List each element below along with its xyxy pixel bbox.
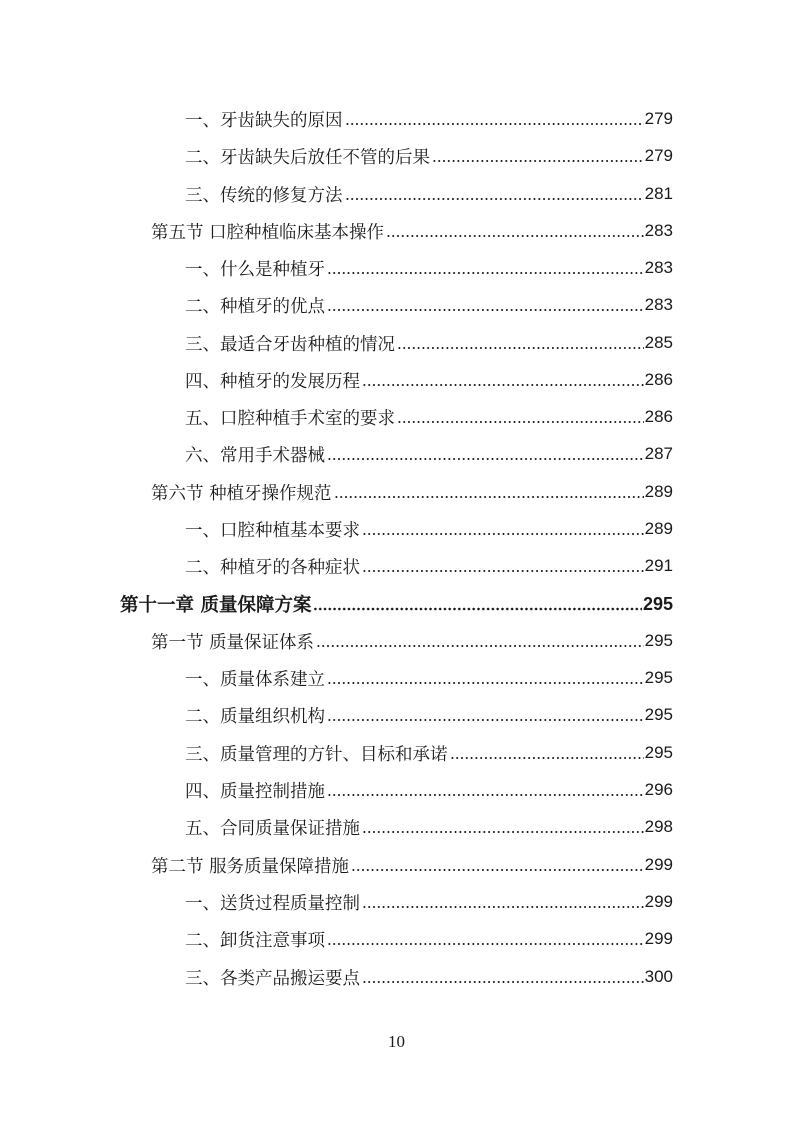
dot-leader (327, 942, 644, 946)
dot-leader (327, 718, 644, 722)
toc-entry-title: 二、种植牙的各种症状 (185, 557, 360, 578)
toc-entry[interactable] (185, 326, 673, 360)
toc-entry-title: 三、传统的修复方法 (185, 185, 343, 206)
toc-entry-page: 298 (644, 817, 673, 836)
dot-leader (386, 234, 644, 238)
toc-entry-page: 300 (644, 967, 673, 986)
toc-entry-page: 295 (644, 668, 673, 687)
toc-entry-page: 283 (644, 221, 673, 240)
toc-entry-title: 一、质量体系建立 (185, 669, 325, 690)
toc-entry-title: 一、送货过程质量控制 (185, 893, 360, 914)
toc-entry-page: 279 (644, 109, 673, 128)
dot-leader (362, 905, 644, 909)
toc-entry-page: 295 (642, 593, 673, 614)
toc-entry[interactable] (185, 288, 673, 322)
toc-entry[interactable] (185, 661, 673, 695)
toc-entry-page: 299 (644, 892, 673, 911)
toc-entry[interactable] (185, 139, 673, 173)
toc-entry-page: 299 (644, 855, 673, 874)
toc-entry-title: 四、质量控制措施 (185, 781, 325, 802)
dot-leader (351, 868, 644, 872)
dot-leader (345, 197, 644, 201)
toc-entry-title: 第十一章 质量保障方案 (120, 595, 312, 616)
toc-entry[interactable] (151, 624, 673, 658)
dot-leader (450, 756, 644, 760)
dot-leader (362, 830, 644, 834)
dot-leader (362, 569, 644, 573)
toc-entry-page: 295 (644, 705, 673, 724)
toc-entry-title: 第二节 服务质量保障措施 (151, 856, 350, 877)
toc-entry[interactable] (185, 102, 673, 136)
toc-entry[interactable] (185, 400, 673, 434)
dot-leader (432, 159, 644, 163)
toc-entry-title: 二、牙齿缺失后放任不管的后果 (185, 147, 430, 168)
toc-entry-page: 286 (644, 407, 673, 426)
toc-entry[interactable] (185, 736, 673, 770)
toc-entry-page: 289 (644, 519, 673, 538)
toc-entry-page: 299 (644, 929, 673, 948)
toc-entry-title: 第一节 质量保证体系 (151, 632, 315, 653)
toc-entry-title: 一、口腔种植基本要求 (185, 520, 360, 541)
toc-entry-page: 296 (644, 780, 673, 799)
toc-entry[interactable] (185, 177, 673, 211)
toc-entry[interactable] (185, 549, 673, 583)
toc-entry-page: 283 (644, 295, 673, 314)
toc-entry[interactable] (151, 214, 673, 248)
toc-entry-page: 283 (644, 258, 673, 277)
dot-leader (316, 644, 644, 648)
toc-entry-title: 一、什么是种植牙 (185, 259, 325, 280)
toc-entry[interactable] (185, 437, 673, 471)
toc-entry-title: 二、卸货注意事项 (185, 930, 325, 951)
toc-entry-title: 一、牙齿缺失的原因 (185, 110, 343, 131)
toc-entry-title: 第六节 种植牙操作规范 (151, 483, 332, 504)
dot-leader (362, 383, 644, 387)
toc-entry-title: 三、最适合牙齿种植的情况 (185, 334, 395, 355)
toc-entry[interactable] (185, 698, 673, 732)
toc-entry-title: 六、常用手术器械 (185, 445, 325, 466)
toc-entry-title: 二、质量组织机构 (185, 706, 325, 727)
dot-leader (397, 346, 644, 350)
toc-entry[interactable] (185, 512, 673, 546)
toc-entry-page: 295 (644, 631, 673, 650)
toc-entry-title: 五、口腔种植手术室的要求 (185, 408, 395, 429)
toc-entry[interactable] (185, 773, 673, 807)
dot-leader (327, 457, 644, 461)
toc-entry-title: 二、种植牙的优点 (185, 296, 325, 317)
dot-leader (313, 607, 642, 611)
toc-entry-page: 287 (644, 444, 673, 463)
toc-entry-title: 第五节 口腔种植临床基本操作 (151, 222, 385, 243)
toc-entry[interactable] (151, 475, 673, 509)
toc-entry[interactable] (185, 922, 673, 956)
toc-entry-page: 281 (644, 184, 673, 203)
toc-entry[interactable] (185, 251, 673, 285)
toc-entry-title: 四、种植牙的发展历程 (185, 371, 360, 392)
toc-entry-title: 三、质量管理的方针、目标和承诺 (185, 744, 448, 765)
toc-entry-page: 291 (644, 556, 673, 575)
toc-chapter-entry[interactable] (120, 587, 673, 621)
toc-entry[interactable] (185, 960, 673, 994)
dot-leader (334, 495, 644, 499)
toc-entry-page: 289 (644, 482, 673, 501)
dot-leader (362, 532, 644, 536)
dot-leader (327, 308, 644, 312)
dot-leader (345, 122, 644, 126)
toc-entry-title: 三、各类产品搬运要点 (185, 968, 360, 989)
toc-entry-page: 285 (644, 333, 673, 352)
toc-entry-page: 286 (644, 370, 673, 389)
toc-entry[interactable] (151, 848, 673, 882)
toc-entry-page: 279 (644, 146, 673, 165)
toc-entry[interactable] (185, 810, 673, 844)
dot-leader (397, 420, 644, 424)
toc-entry-page: 295 (644, 743, 673, 762)
toc-entry-title: 五、合同质量保证措施 (185, 818, 360, 839)
dot-leader (327, 793, 644, 797)
dot-leader (327, 271, 644, 275)
dot-leader (362, 980, 644, 984)
toc-entry[interactable] (185, 363, 673, 397)
page-number: 10 (388, 1032, 405, 1051)
toc-entry[interactable] (185, 885, 673, 919)
dot-leader (327, 681, 644, 685)
